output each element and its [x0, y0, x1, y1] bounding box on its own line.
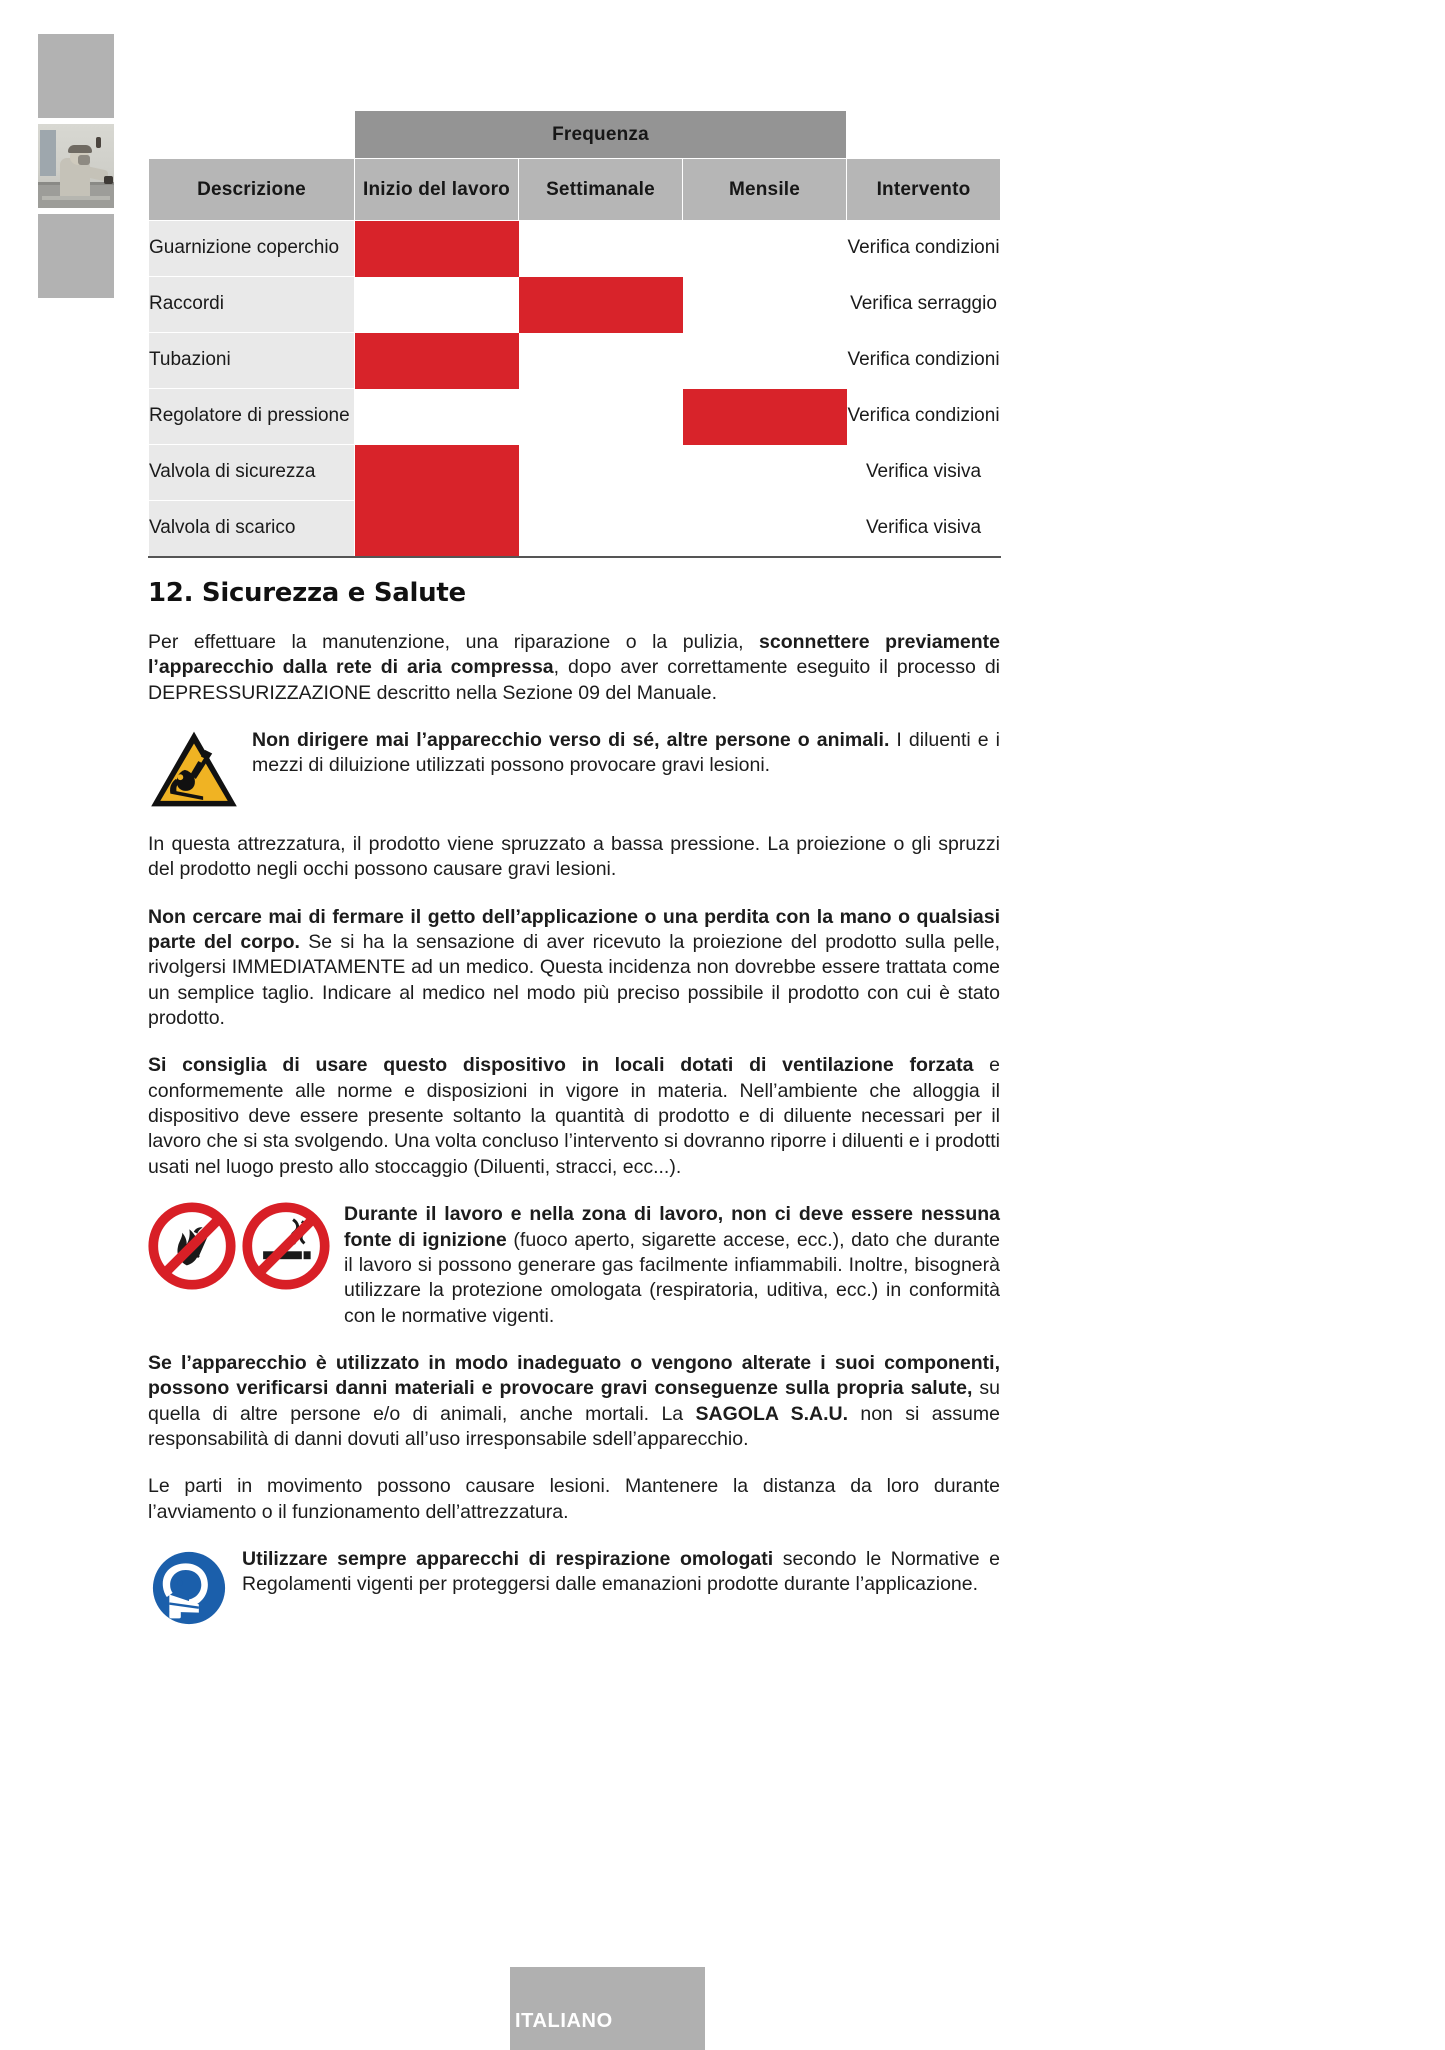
photo-worker-respirator — [78, 155, 90, 165]
row-cell-weekly — [519, 333, 683, 389]
text-run-bold: sconnettere previamente l’apparecchio dalla rete di aria compressa — [148, 631, 1001, 679]
row-cell-start-of-work — [355, 445, 519, 501]
maintenance-table-body — [149, 221, 1001, 557]
table-header-settimanale: Settimanale — [519, 159, 683, 221]
row-description: Valvola di scarico — [149, 501, 355, 557]
row-action: Verifica condizioni — [847, 333, 1001, 389]
row-cell-monthly — [683, 333, 847, 389]
maintenance-table — [148, 110, 1001, 558]
table-corner-blank — [149, 111, 355, 159]
table-row — [149, 221, 1001, 277]
row-description: Valvola di sicurezza — [149, 445, 355, 501]
text-run-bold: Non cercare mai di fermare il getto dell’applicazione o una perdita con la mano o qualsiasi parte del corpo. — [148, 905, 1000, 954]
footer-language-band — [510, 1967, 705, 2050]
paragraph-maintenance-intro — [148, 630, 1000, 706]
photo-doorway — [40, 130, 56, 176]
paragraph-forced-ventilation — [148, 1053, 1000, 1180]
row-cell-weekly — [519, 389, 683, 445]
row-cell-monthly — [683, 501, 847, 557]
text-run-bold: Utilizzare sempre apparecchi di respirazione omologati — [242, 1547, 774, 1570]
row-action: Verifica condizioni — [847, 389, 1001, 445]
warning-block-do-not-point — [148, 728, 1000, 810]
sidebar-thumb-worker-photo — [38, 124, 114, 208]
warning-block-wear-respirator — [148, 1547, 1000, 1623]
photo-workbench-rail — [42, 196, 110, 200]
row-cell-start-of-work — [355, 277, 519, 333]
text-run: I diluenti e i mezzi di diluizione utilizzati possono provocare gravi lesioni. — [252, 729, 1000, 777]
wear-respirator-icon — [148, 1547, 230, 1623]
table-header-descrizione: Descrizione — [149, 159, 355, 221]
photo-wall-mark — [96, 137, 101, 148]
row-action: Verifica condizioni — [847, 221, 1001, 277]
warning-text-wear-respirator — [242, 1547, 1000, 1598]
text-run: non si assume responsabilità di danni dovuti all’uso irresponsabile sdell’apparecchio. — [148, 1402, 1000, 1450]
row-description: Regolatore di pressione — [149, 389, 355, 445]
photo-worker-spray-gun — [104, 176, 113, 184]
table-row — [149, 389, 1001, 445]
table-corner-blank-right — [847, 111, 1001, 159]
row-cell-start-of-work — [355, 501, 519, 557]
sidebar-thumb-placeholder-bottom — [38, 214, 114, 298]
sidebar-thumbnail-strip — [38, 34, 114, 304]
main-content — [148, 578, 1000, 1645]
no-open-flame-icon — [148, 1202, 236, 1290]
text-run-brand: SAGOLA S.A.U. — [695, 1402, 848, 1425]
text-run: (fuoco aperto, sigarette accese, ecc.), dato che durante il lavoro si possono generare gas facilmente infiammabili. Inoltre, bisognerà utilizzare la protezione omologata (respiratoria, uditiva, ecc.) in conformità con le normative vigenti. — [344, 1228, 1000, 1327]
paragraph-moving-parts: Le parti in movimento possono causare lesioni. Mantenere la distanza da loro durante l’avviamento o il funzionamento dell’attrezzatura. — [148, 1475, 1000, 1523]
text-run: su quella di altre persone e/o di animali, anche mortali. La — [148, 1377, 1000, 1425]
row-cell-monthly — [683, 277, 847, 333]
warning-text-do-not-point — [252, 728, 1000, 779]
text-run: e conformemente alle norme e disposizioni in vigore in materia. Nell’ambiente che alloggia il dispositivo deve essere presente soltanto la quantità di prodotto e di diluente necessari per il lavoro che si sta svolgendo. Una volta concluso l’intervento si dovranno riporre i diluenti e i prodotti usati nel luogo presto allo stoccaggio (Diluenti, stracci, ecc...). — [148, 1054, 1001, 1178]
row-description: Guarnizione coperchio — [149, 221, 355, 277]
text-run-bold: Durante il lavoro e nella zona di lavoro, non ci deve essere nessuna fonte di ignizione — [344, 1203, 1000, 1251]
paragraph-improper-use-liability — [148, 1351, 1000, 1452]
maintenance-table-container — [148, 110, 1000, 558]
text-run-bold: Si consiglia di usare questo dispositivo in locali dotati di ventilazione forzata — [148, 1054, 974, 1077]
row-description: Tubazioni — [149, 333, 355, 389]
row-action: Verifica visiva — [847, 501, 1001, 557]
table-row — [149, 445, 1001, 501]
row-cell-monthly — [683, 445, 847, 501]
paragraph-never-stop-jet — [148, 905, 1000, 1032]
warning-triangle-spray-icon — [148, 728, 252, 810]
warning-block-no-ignition — [148, 1202, 1000, 1329]
table-row — [149, 501, 1001, 557]
text-run: Per effettuare la manutenzione, una riparazione o la pulizia, — [148, 631, 760, 653]
sidebar-thumb-placeholder-top — [38, 34, 114, 118]
table-column-header-row — [149, 159, 1001, 221]
row-action: Verifica serraggio — [847, 277, 1001, 333]
row-cell-start-of-work — [355, 389, 519, 445]
footer-language-label: ITALIANO — [515, 2010, 613, 2032]
text-run-bold: Non dirigere mai l’apparecchio verso di sé, altre persone o animali. — [252, 729, 890, 752]
page-title: 12. Sicurezza e Salute — [148, 578, 466, 608]
table-header-mensile: Mensile — [683, 159, 847, 221]
paragraph-low-pressure-spray: In questa attrezzatura, il prodotto viene spruzzato a bassa pressione. La proiezione o gli spruzzi del prodotto negli occhi possono causare gravi lesioni. — [148, 833, 1000, 881]
row-cell-monthly — [683, 389, 847, 445]
photo-worker-cap — [68, 145, 92, 153]
row-cell-weekly — [519, 501, 683, 557]
table-header-intervento: Intervento — [847, 159, 1001, 221]
text-run-bold: Se l’apparecchio è utilizzato in modo inadeguato o vengono alterate i suoi componenti, possono verificarsi danni materiali e provocare gravi conseguenze sulla propria salute, — [148, 1351, 1000, 1400]
row-cell-monthly — [683, 221, 847, 277]
text-run: , dopo aver correttamente eseguito il processo di DEPRESSURIZZAZIONE descritto nella Sezione 09 del Manuale. — [148, 656, 1000, 704]
table-group-header-row — [149, 111, 1001, 159]
row-description: Raccordi — [149, 277, 355, 333]
row-action: Verifica visiva — [847, 445, 1001, 501]
table-row — [149, 333, 1001, 389]
prohibition-sign-group — [148, 1202, 330, 1290]
table-header-inizio-del-lavoro: Inizio del lavoro — [355, 159, 519, 221]
no-smoking-icon — [242, 1202, 330, 1290]
table-row — [149, 277, 1001, 333]
warning-text-no-ignition — [344, 1202, 1000, 1329]
row-cell-start-of-work — [355, 221, 519, 277]
row-cell-weekly — [519, 445, 683, 501]
row-cell-weekly — [519, 221, 683, 277]
text-run: secondo le Normative e Regolamenti vigenti per proteggersi dalle emanazioni prodotte durante l’applicazione. — [242, 1547, 1000, 1596]
row-cell-start-of-work — [355, 333, 519, 389]
text-run: Se si ha la sensazione di aver ricevuto la proiezione del prodotto sulla pelle, rivolgersi IMMEDIATAMENTE ad un medico. Questa incidenza non dovrebbe essere trattata come un semplice taglio. Indicare al medico nel modo più preciso possibile il prodotto con cui è stato prodotto. — [148, 931, 1000, 1030]
row-cell-weekly — [519, 277, 683, 333]
table-group-header-frequenza: Frequenza — [355, 111, 847, 159]
